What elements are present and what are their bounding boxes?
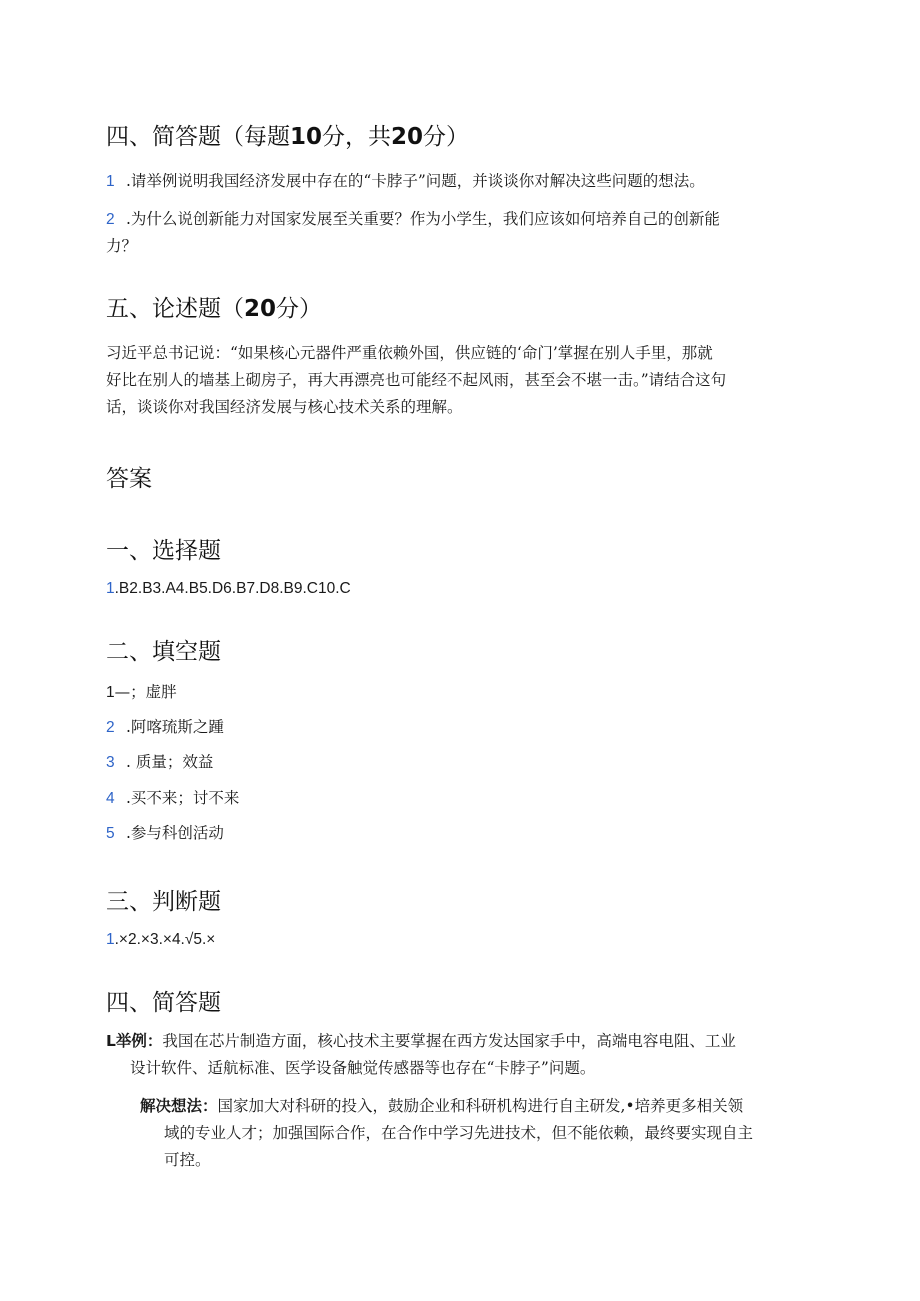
essay-line: 习近平总书记说：“如果核心元器件严重依赖外国，供应链的‘命门’掌握在别人手里，那就 [106, 344, 713, 362]
short-answer-example-cont: 设计软件、适航标准、医学设备触觉传感器等也存在“卡脖子”问题。 [130, 1059, 596, 1077]
answers-choice [106, 580, 351, 598]
section-heading-essay: 五、论述题（20分） [106, 296, 323, 322]
answer-number: 5 [106, 825, 115, 842]
fill-answer-4 [106, 786, 239, 808]
answers-heading-choice: 一、选择题 [106, 538, 221, 564]
answers-heading-fill: 二、填空题 [106, 639, 221, 665]
answers-judge [106, 931, 215, 949]
answer-text: .阿喀琉斯之踵 [126, 718, 224, 736]
answer-text: .买不来；讨不来 [126, 789, 240, 807]
answer-line: 我国在芯片制造方面，核心技术主要掌握在西方发达国家手中，高端电容电阻、工业 [162, 1032, 736, 1050]
short-answer-solution-cont: 可控。 [164, 1151, 211, 1169]
essay-line: 好比在别人的墙基上砌房子，再大再漂亮也可能经不起风雨，甚至会不堪一击。”请结合这句 [106, 371, 727, 389]
answers-title: 答案 [106, 466, 152, 492]
fill-answer-3 [106, 750, 213, 772]
fill-answer-2 [106, 715, 224, 737]
short-answer-example [106, 1028, 736, 1055]
short-answer-solution [140, 1093, 743, 1120]
essay-prompt [106, 340, 806, 421]
question-number: 2 [106, 211, 115, 228]
answer-number: 1 [106, 931, 115, 948]
fill-answer-1 [106, 680, 177, 702]
answers-heading-judge: 三、判断题 [106, 889, 221, 915]
answer-number: 1 [106, 580, 115, 597]
answer-line: 国家加大对科研的投入，鼓励企业和科研机构进行自主研发,•培养更多相关领 [217, 1097, 744, 1115]
question-text-cont: 力？ [106, 237, 138, 255]
answer-text: .×2.×3.×4.√5.× [114, 931, 216, 948]
answer-text: .参与科创活动 [126, 824, 224, 842]
solution-label: 解决想法： [140, 1097, 218, 1115]
fill-answer-5 [106, 821, 224, 843]
question-number: 1 [106, 173, 115, 190]
question-text: .请举例说明我国经济发展中存在的“卡脖子”问题，并谈谈你对解决这些问题的想法。 [126, 172, 705, 190]
answer-number: 2 [106, 719, 115, 736]
answer-number: 3 [106, 754, 115, 771]
question-text: .为什么说创新能力对国家发展至关重要？作为小学生，我们应该如何培养自己的创新能 [126, 210, 720, 228]
answer-number: 1 [106, 684, 115, 701]
answer-text: .B2.B3.A4.B5.D6.B7.D8.B9.C10.C [114, 580, 351, 597]
question-1 [106, 168, 705, 195]
answer-number: 4 [106, 790, 115, 807]
answers-heading-short: 四、简答题 [106, 990, 221, 1016]
essay-line: 话，谈谈你对我国经济发展与核心技术关系的理解。 [106, 398, 463, 416]
answer-text: . 质量；效益 [126, 753, 214, 771]
section-heading-short-answer: 四、简答题（每题10分，共20分） [106, 124, 470, 150]
question-2 [106, 206, 720, 259]
short-answer-solution-cont: 域的专业人才；加强国际合作，在合作中学习先进技术，但不能依赖，最终要实现自主 [164, 1124, 754, 1142]
example-label: L举例： [106, 1032, 163, 1050]
answer-text: —；虚胖 [114, 683, 177, 701]
